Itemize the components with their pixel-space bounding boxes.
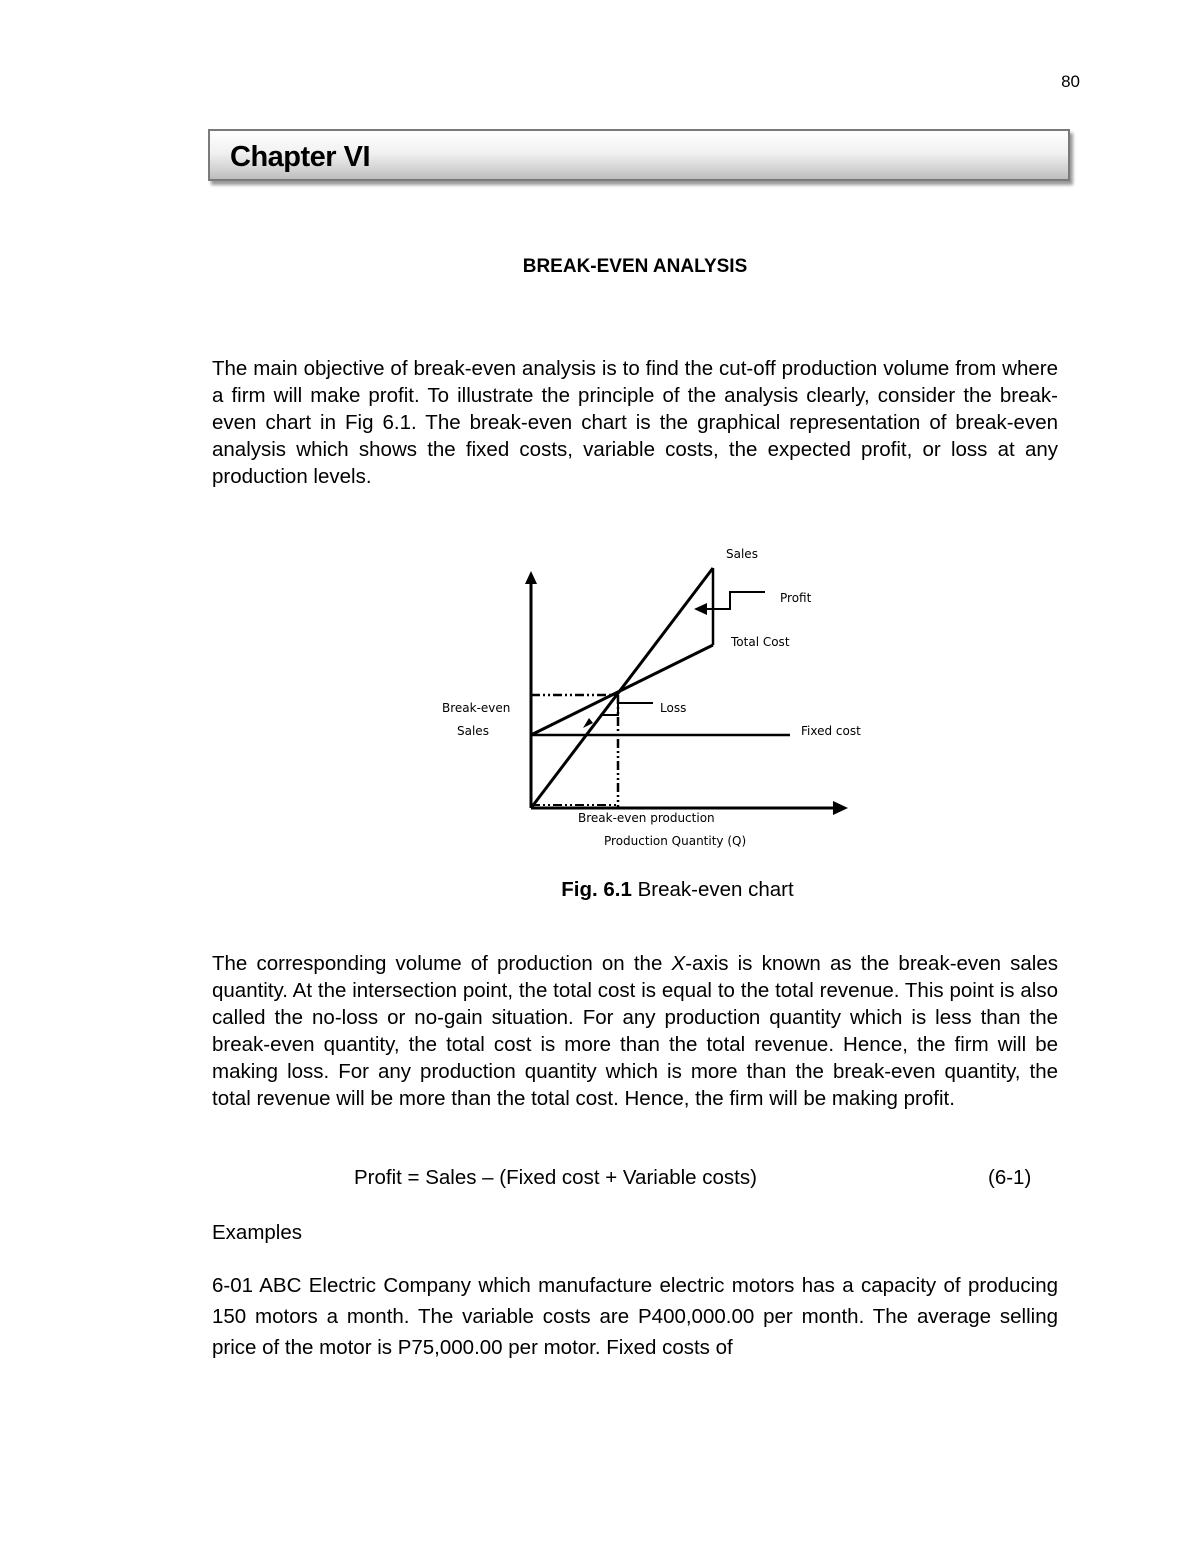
- examples-heading: Examples: [212, 1221, 303, 1244]
- page-number: 80: [1061, 72, 1080, 91]
- figure-caption-number: Fig. 6.1: [561, 878, 632, 901]
- section-title: BREAK-EVEN ANALYSIS: [522, 256, 748, 277]
- explanation-text-end: -axis is known as the break-even sales quantity. At the intersection point, the total cost is equal to the total revenue. This point is also called the no-loss or no-gain situation. For any production quantity which is less than the break-even quantity, the total cost is more than the total revenue. Hence, the firm will be making loss. For any production quantity which is more than the break-even quantity, the total revenue will be more than the total cost. Hence, the firm will be making profit.: [212, 952, 1058, 1110]
- equation-number: (6-1): [988, 1166, 1032, 1189]
- y-axis-arrow-icon: [525, 571, 537, 584]
- break-even-production-label: Break-even production: [578, 811, 715, 825]
- sales-line: [531, 568, 713, 808]
- x-axis-arrow-icon: [833, 801, 848, 815]
- explanation-axis-italic: X: [671, 952, 686, 975]
- equation-row: [212, 1166, 1058, 1194]
- explanation-text-start: The corresponding volume of production on the: [212, 952, 672, 975]
- total-cost-label: Total Cost: [731, 635, 790, 649]
- total-cost-line: [531, 645, 713, 735]
- chapter-title: Chapter VI: [230, 141, 371, 173]
- intro-paragraph: The main objective of break-even analysis is to find the cut-off production volume from where a firm will make profit. To illustrate the principle of the analysis clearly, consider the break-even chart in Fig 6.1. The break-even chart is the graphical representation of break-even analysis which shows the fixed costs, variable costs, the expected profit, or loss at any production levels.: [212, 357, 1058, 488]
- example-6-01: 6-01 ABC Electric Company which manufacture electric motors has a capacity of producing 150 motors a month. The variable costs are P400,000.00 per month. The average selling price of the motor is P75,000.00 per motor. Fixed costs of: [212, 1274, 1058, 1359]
- loss-label: Loss: [660, 701, 687, 715]
- explanation-paragraph: [212, 950, 1058, 1112]
- sales-label: Sales: [726, 547, 758, 561]
- break-even-sales-label-1: Break-even: [442, 701, 511, 715]
- figure-caption: [0, 878, 1200, 902]
- fixed-cost-label: Fixed cost: [801, 724, 861, 738]
- x-axis-label: Production Quantity (Q): [604, 834, 747, 848]
- break-even-chart-svg: [420, 540, 890, 860]
- break-even-sales-label-2: Sales: [457, 724, 489, 738]
- chapter-banner: [208, 129, 1070, 181]
- break-even-chart: [420, 540, 890, 860]
- figure-caption-text: Break-even chart: [631, 878, 794, 901]
- profit-arrow-icon: [694, 603, 707, 615]
- profit-label: Profit: [780, 591, 812, 605]
- profit-equation: Profit = Sales – (Fixed cost + Variable costs): [354, 1166, 757, 1189]
